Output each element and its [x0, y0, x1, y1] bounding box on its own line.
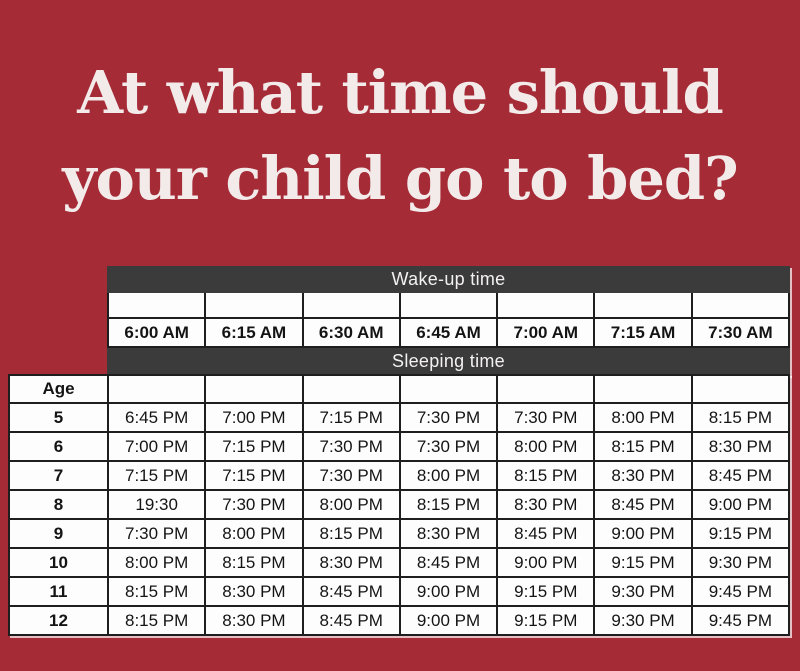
bedtime-cell: 8:45 PM	[497, 519, 594, 548]
bedtime-cell: 7:30 PM	[400, 432, 497, 461]
bedtime-cell: 8:30 PM	[205, 577, 302, 606]
bedtime-cell: 8:45 PM	[692, 461, 789, 490]
table-row	[9, 577, 789, 606]
title-line-1: At what time should	[77, 58, 723, 127]
wakeup-time-cell: 6:45 AM	[400, 318, 497, 347]
blank-cell	[400, 292, 497, 318]
wakeup-time-table	[107, 266, 790, 376]
bedtime-cell: 19:30	[108, 490, 205, 519]
wakeup-time-cell: 6:15 AM	[205, 318, 302, 347]
blank-cell	[108, 375, 205, 403]
bedtime-cell: 8:15 PM	[108, 577, 205, 606]
bedtime-cell: 7:30 PM	[497, 403, 594, 432]
bedtime-cell: 8:30 PM	[400, 519, 497, 548]
table-row	[9, 519, 789, 548]
table-row	[9, 490, 789, 519]
bedtime-cell: 8:15 PM	[303, 519, 400, 548]
table-row	[9, 403, 789, 432]
blank-cell	[594, 375, 691, 403]
bedtime-cell: 8:45 PM	[303, 577, 400, 606]
page-title	[0, 50, 800, 222]
bedtime-cell: 9:30 PM	[692, 548, 789, 577]
bedtime-cell: 7:00 PM	[205, 403, 302, 432]
blank-cell	[205, 375, 302, 403]
bedtime-cell: 7:30 PM	[108, 519, 205, 548]
bedtime-cell: 8:15 PM	[692, 403, 789, 432]
blank-cell	[497, 292, 594, 318]
age-cell: 6	[9, 432, 108, 461]
bedtime-cell: 9:00 PM	[400, 577, 497, 606]
bedtime-cell: 7:15 PM	[205, 461, 302, 490]
bedtime-cell: 8:30 PM	[303, 548, 400, 577]
wakeup-header: Wake-up time	[108, 267, 789, 292]
bedtime-cell: 8:00 PM	[108, 548, 205, 577]
bedtime-cell: 8:15 PM	[594, 432, 691, 461]
wakeup-times-row	[108, 318, 789, 347]
blank-cell	[205, 292, 302, 318]
bedtime-cell: 6:45 PM	[108, 403, 205, 432]
blank-cell	[108, 292, 205, 318]
sleeping-header: Sleeping time	[108, 347, 789, 375]
bedtime-cell: 7:30 PM	[303, 432, 400, 461]
bedtime-cell: 8:45 PM	[400, 548, 497, 577]
bedtime-cell: 9:15 PM	[497, 606, 594, 635]
bedtime-cell: 9:15 PM	[692, 519, 789, 548]
blank-cell	[303, 375, 400, 403]
wakeup-time-cell: 6:30 AM	[303, 318, 400, 347]
bedtime-cell: 8:45 PM	[303, 606, 400, 635]
age-cell: 11	[9, 577, 108, 606]
bedtime-cell: 8:30 PM	[205, 606, 302, 635]
bedtime-cell: 9:30 PM	[594, 606, 691, 635]
blank-cell	[692, 292, 789, 318]
sleeping-time-table	[8, 374, 790, 636]
bedtime-cell: 7:30 PM	[303, 461, 400, 490]
sleeping-header-row	[108, 347, 789, 375]
bedtime-cell: 9:00 PM	[400, 606, 497, 635]
bedtime-cell: 8:45 PM	[594, 490, 691, 519]
bedtime-cell: 9:00 PM	[692, 490, 789, 519]
bedtime-cell: 8:15 PM	[497, 461, 594, 490]
blank-row	[108, 292, 789, 318]
table-row	[9, 606, 789, 635]
bedtime-cell: 7:15 PM	[205, 432, 302, 461]
table-row	[9, 548, 789, 577]
bedtime-cell: 8:00 PM	[303, 490, 400, 519]
bedtime-cell: 9:15 PM	[594, 548, 691, 577]
bedtime-cell: 9:45 PM	[692, 577, 789, 606]
bedtime-cell: 8:00 PM	[497, 432, 594, 461]
bedtime-cell: 8:30 PM	[497, 490, 594, 519]
wakeup-time-cell: 6:00 AM	[108, 318, 205, 347]
age-header: Age	[9, 375, 108, 403]
bedtime-cell: 8:00 PM	[400, 461, 497, 490]
wakeup-time-cell: 7:30 AM	[692, 318, 789, 347]
age-cell: 10	[9, 548, 108, 577]
bedtime-cell: 9:00 PM	[497, 548, 594, 577]
bedtime-cell: 9:45 PM	[692, 606, 789, 635]
blank-cell	[692, 375, 789, 403]
table-row	[9, 461, 789, 490]
age-header-row	[9, 375, 789, 403]
bedtime-cell: 8:15 PM	[205, 548, 302, 577]
age-cell: 5	[9, 403, 108, 432]
blank-cell	[400, 375, 497, 403]
blank-cell	[497, 375, 594, 403]
bedtime-cell: 7:30 PM	[400, 403, 497, 432]
bedtime-cell: 8:30 PM	[594, 461, 691, 490]
title-line-2: your child go to bed?	[62, 144, 738, 213]
bedtime-cell: 8:15 PM	[400, 490, 497, 519]
bedtime-cell: 7:00 PM	[108, 432, 205, 461]
age-cell: 12	[9, 606, 108, 635]
bedtime-cell: 8:00 PM	[205, 519, 302, 548]
bedtime-cell: 8:15 PM	[108, 606, 205, 635]
wakeup-time-cell: 7:15 AM	[594, 318, 691, 347]
bedtime-cell: 7:15 PM	[108, 461, 205, 490]
age-cell: 9	[9, 519, 108, 548]
wakeup-header-row	[108, 267, 789, 292]
blank-cell	[303, 292, 400, 318]
bedtime-cell: 7:15 PM	[303, 403, 400, 432]
bedtime-cell: 9:30 PM	[594, 577, 691, 606]
age-cell: 8	[9, 490, 108, 519]
wakeup-time-cell: 7:00 AM	[497, 318, 594, 347]
blank-cell	[594, 292, 691, 318]
age-cell: 7	[9, 461, 108, 490]
bedtime-cell: 7:30 PM	[205, 490, 302, 519]
bedtime-cell: 8:30 PM	[692, 432, 789, 461]
bedtime-cell: 8:00 PM	[594, 403, 691, 432]
bedtime-cell: 9:00 PM	[594, 519, 691, 548]
table-row	[9, 432, 789, 461]
bedtime-cell: 9:15 PM	[497, 577, 594, 606]
